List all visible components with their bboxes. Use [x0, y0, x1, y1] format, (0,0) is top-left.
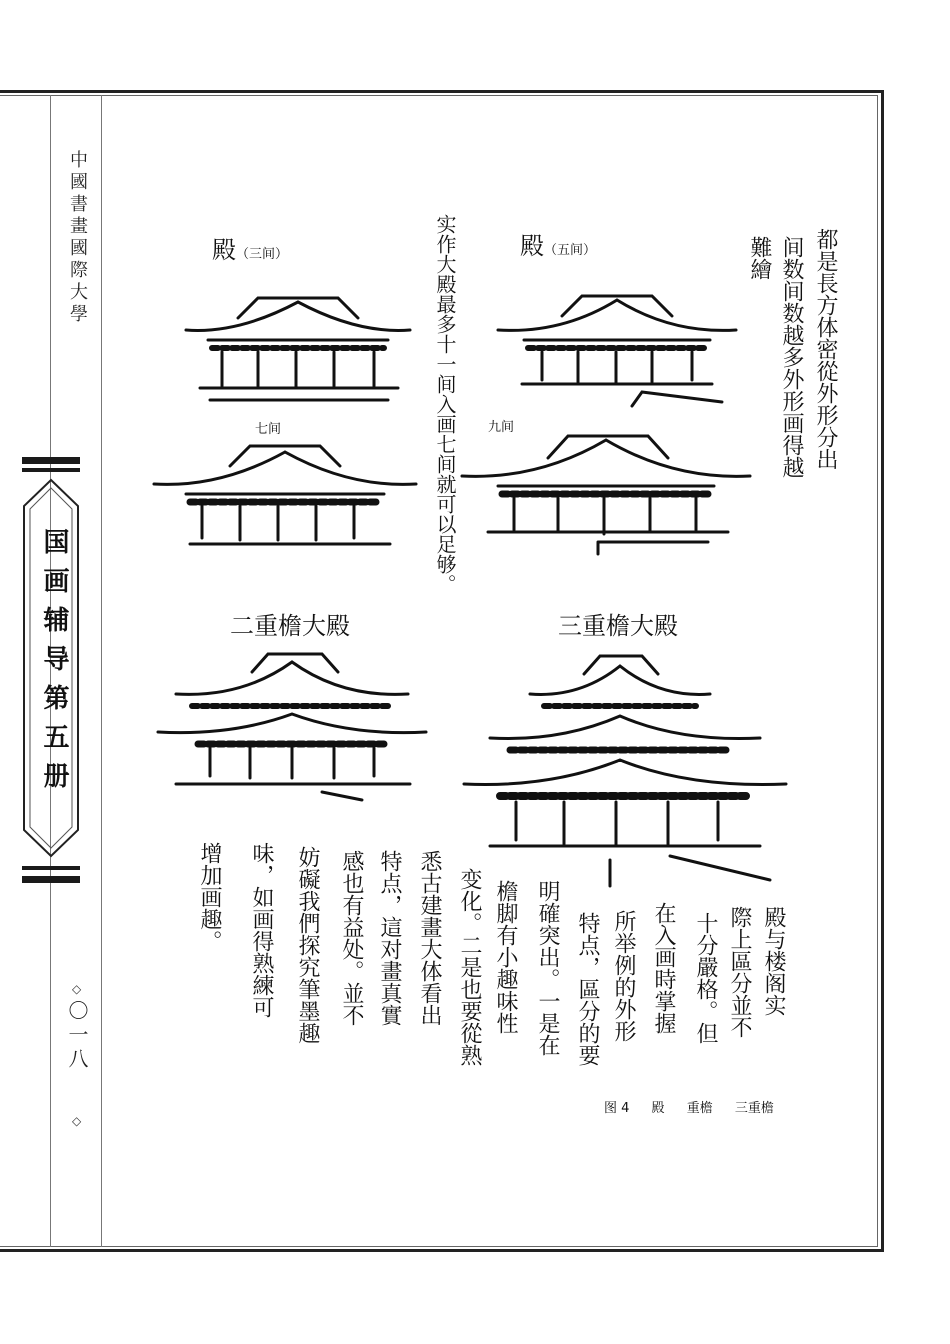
figure-number: 图 4	[604, 1101, 630, 1116]
note-right-col-2: 间数间数越多外形画得越	[779, 236, 804, 478]
note-bottom-col-10: 悉古建畫大体看出	[417, 850, 442, 1026]
sketch-hall-nine-bays	[458, 430, 754, 556]
sketch-hall-three-bays	[178, 288, 418, 410]
caption-item-triple-eave: 三重檐	[734, 1101, 774, 1116]
note-bottom-col-4: 在入画時掌握	[651, 902, 676, 1034]
label-seven-bays: 七间	[255, 422, 282, 437]
cartouche-band-top-thin	[22, 468, 80, 472]
sketch-double-eave-hall	[152, 648, 432, 808]
note-bottom-col-2: 際上區分並不	[727, 906, 752, 1038]
caption-item-double-eave: 重檐	[686, 1101, 713, 1116]
university-name: 中國書畫國際大學	[67, 150, 88, 326]
note-bottom-col-1: 殿与楼阁实	[761, 906, 786, 1016]
note-bottom-col-3: 十分嚴格。但	[693, 912, 718, 1044]
sketch-triple-eave-hall	[460, 650, 790, 890]
diamond-ornament-bottom: ◇	[72, 1114, 82, 1128]
page-number: 〇一八	[65, 1000, 89, 1072]
label-hall-three-bays: 殿（三间）	[212, 236, 289, 264]
sketch-hall-seven-bays	[150, 440, 420, 558]
note-bottom-col-8: 檐脚有小趣味性	[493, 880, 518, 1034]
spine-rule-right	[101, 95, 102, 1247]
note-right-col-3: 難繪	[747, 236, 772, 280]
label-triple-eave-hall: 三重檐大殿	[558, 612, 678, 640]
sketch-hall-five-bays	[492, 288, 742, 410]
figure-caption	[604, 1097, 792, 1116]
caption-item-hall: 殿	[651, 1101, 665, 1116]
note-bottom-col-13: 妨礙我們探究筆墨趣	[295, 846, 320, 1044]
note-bottom-col-5: 所举例的外形	[611, 910, 636, 1042]
note-bottom-col-9: 变化。二是也要從熟	[457, 868, 482, 1066]
cartouche-band-bottom-thin	[22, 866, 80, 870]
note-bottom-col-7: 明確突出。一是在	[535, 880, 560, 1056]
label-double-eave-hall: 二重檐大殿	[230, 612, 350, 640]
label-nine-bays: 九间	[488, 420, 515, 435]
note-bottom-col-15: 增加画趣。	[197, 842, 222, 952]
cartouche-band-top	[22, 457, 80, 464]
note-bottom-col-12: 感也有益处。並不	[339, 850, 364, 1026]
cartouche-band-bottom	[22, 876, 80, 883]
note-bottom-col-6: 特点，區分的要	[575, 912, 600, 1066]
note-right-col-1: 都是長方体密從外形分出	[813, 228, 838, 470]
diamond-ornament-top: ◇	[72, 982, 82, 996]
note-middle-col: 实作大殿最多十一间入画七间就可以足够。	[433, 214, 457, 594]
label-hall-five-bays: 殿（五间）	[520, 232, 597, 260]
note-bottom-col-11: 特点，這对畫真實	[377, 850, 402, 1026]
volume-title: 国画辅导第五册	[39, 528, 69, 801]
note-bottom-col-14: 味，如画得熟練可	[249, 842, 274, 1018]
